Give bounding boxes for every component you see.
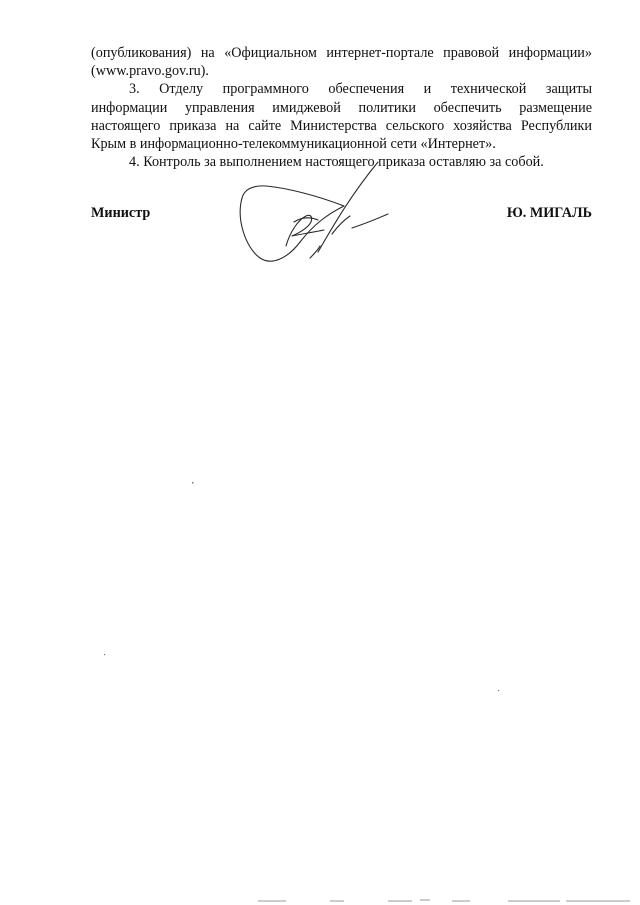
paragraph-3-start: 3. Отделу программного обеспечения и технической защиты [129,81,592,98]
paragraph-4: 4. Контроль за выполнением настоящего приказа оставляю за собой. [129,154,544,171]
signature-block [91,205,592,229]
signatory-title: Министр [91,205,151,221]
text-line: информации управления имиджевой политики обеспечить размещение [91,99,592,116]
text-line: (www.pravo.gov.ru). [91,63,209,80]
text-line: настоящего приказа на сайте Министерства сельского хозяйства Республики [91,117,592,134]
text-line: (опубликования) на «Официальном интернет-портале правовой информации» [91,45,592,61]
signatory-name: Ю. МИГАЛЬ [506,205,592,221]
text-line: Крым в информационно-телекоммуникационной сети «Интернет». [91,136,496,153]
